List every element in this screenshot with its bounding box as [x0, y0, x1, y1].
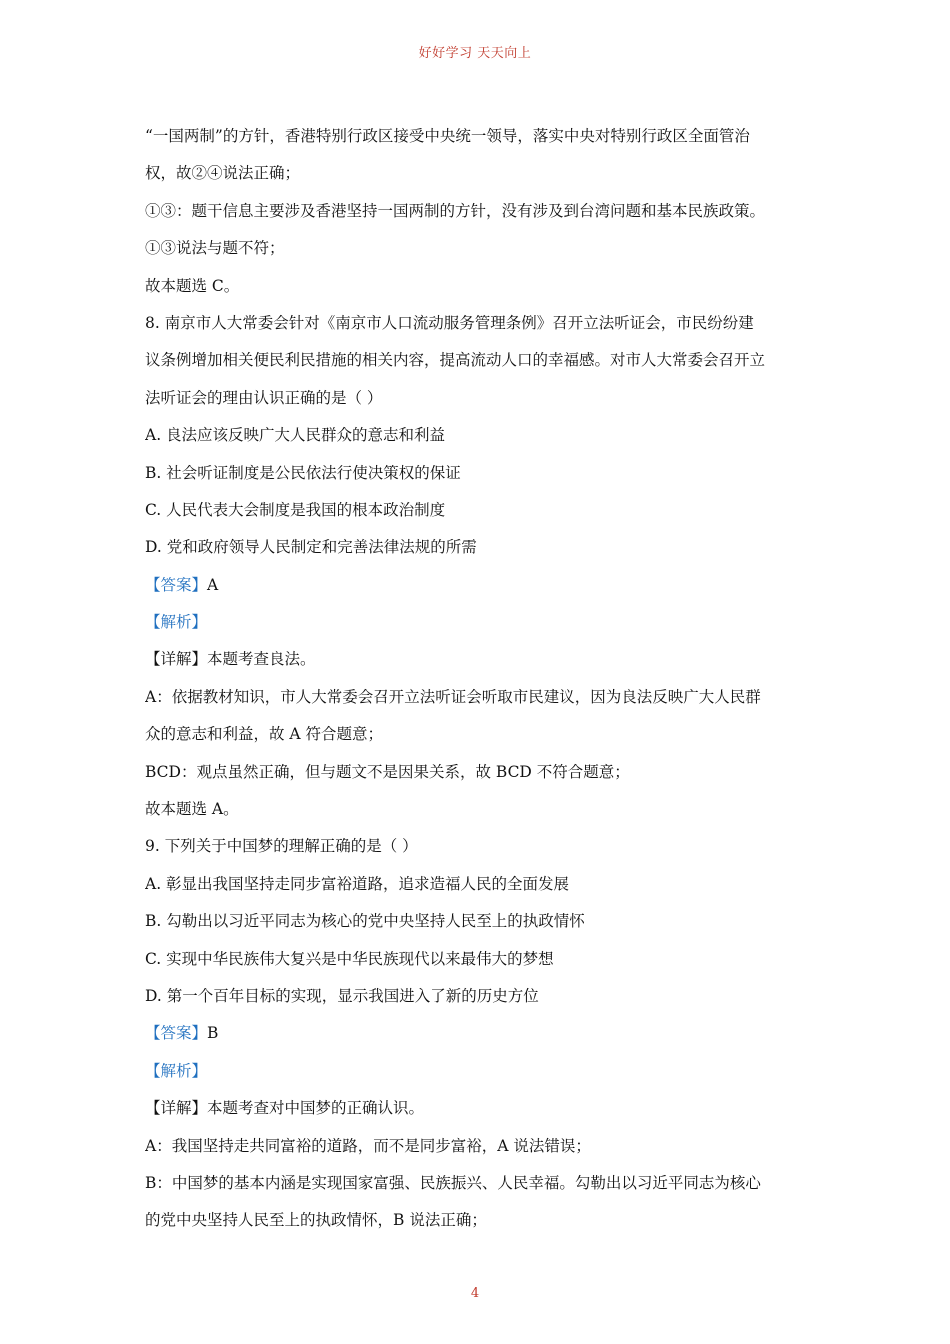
question-9-stem: 9. 下列关于中国梦的理解正确的是（ ） — [145, 837, 418, 856]
answer-tag: 【答案】 — [145, 1024, 208, 1043]
question-8-stem: 法听证会的理由认识正确的是（ ） — [145, 388, 383, 407]
answer-value: A — [207, 575, 219, 594]
detail-text: 本题考查对中国梦的正确认识。 — [207, 1099, 425, 1118]
explanation-line: 故本题选 A。 — [145, 800, 239, 819]
analysis-tag: 【解析】 — [145, 1061, 208, 1080]
question-9-option-b: B. 勾勒出以习近平同志为核心的党中央坚持人民至上的执政情怀 — [145, 912, 585, 931]
answer-tag: 【答案】 — [145, 575, 208, 594]
explanation-line: BCD：观点虽然正确，但与题文不是因果关系，故 BCD 不符合题意； — [145, 762, 630, 781]
question-8-detail — [145, 641, 815, 678]
question-8-option-d: D. 党和政府领导人民制定和完善法律法规的所需 — [145, 538, 477, 557]
text-line: ①③说法与题不符； — [145, 239, 285, 258]
question-8-option-a: A. 良法应该反映广大人民群众的意志和利益 — [145, 426, 446, 445]
text-line: ①③：题干信息主要涉及香港坚持一国两制的方针，没有涉及到台湾问题和基本民族政策。 — [145, 201, 766, 220]
explanation-line: A：依据教材知识，市人大常委会召开立法听证会听取市民建议，因为良法反映广大人民群 — [145, 687, 761, 706]
explanation-line: 的党中央坚持人民至上的执政情怀，B 说法正确； — [145, 1211, 487, 1230]
question-8-stem: 议条例增加相关便民利民措施的相关内容，提高流动人口的幸福感。对市人大常委会召开立 — [145, 351, 766, 370]
question-8-option-c: C. 人民代表大会制度是我国的根本政治制度 — [145, 500, 446, 519]
analysis-tag: 【解析】 — [145, 613, 208, 632]
question-8-analysis — [145, 604, 815, 641]
question-9-option-a: A. 彰显出我国坚持走同步富裕道路，追求造福人民的全面发展 — [145, 874, 570, 893]
explanation-line: 众的意志和利益，故 A 符合题意； — [145, 725, 384, 744]
question-8-stem: 8. 南京市人大常委会针对《南京市人口流动服务管理条例》召开立法听证会，市民纷纷建 — [145, 313, 754, 332]
explanation-line: A：我国坚持走共同富裕的道路，而不是同步富裕，A 说法错误； — [145, 1136, 591, 1155]
question-9-option-d: D. 第一个百年目标的实现，显示我国进入了新的历史方位 — [145, 986, 539, 1005]
detail-tag: 【详解】 — [145, 1099, 208, 1118]
question-9-option-c: C. 实现中华民族伟大复兴是中华民族现代以来最伟大的梦想 — [145, 949, 554, 968]
document-body — [145, 118, 815, 1240]
text-line: “一国两制”的方针，香港特别行政区接受中央统一领导，落实中央对特别行政区全面管治 — [145, 127, 750, 145]
page-header: 好好学习 天天向上 — [418, 46, 532, 61]
text-line: 故本题选 C。 — [145, 276, 240, 295]
text-line: 权，故②④说法正确； — [145, 164, 301, 183]
detail-text: 本题考查良法。 — [207, 650, 316, 669]
question-9-analysis — [145, 1053, 815, 1090]
page-number: 4 — [470, 1286, 480, 1301]
question-8-answer — [145, 567, 815, 604]
question-9-answer — [145, 1015, 815, 1052]
explanation-line: B：中国梦的基本内涵是实现国家富强、民族振兴、人民幸福。勾勒出以习近平同志为核心 — [145, 1173, 761, 1192]
detail-tag: 【详解】 — [145, 650, 208, 669]
answer-value: B — [207, 1024, 219, 1043]
question-8-option-b: B. 社会听证制度是公民依法行使决策权的保证 — [145, 463, 461, 482]
question-9-detail — [145, 1090, 815, 1127]
